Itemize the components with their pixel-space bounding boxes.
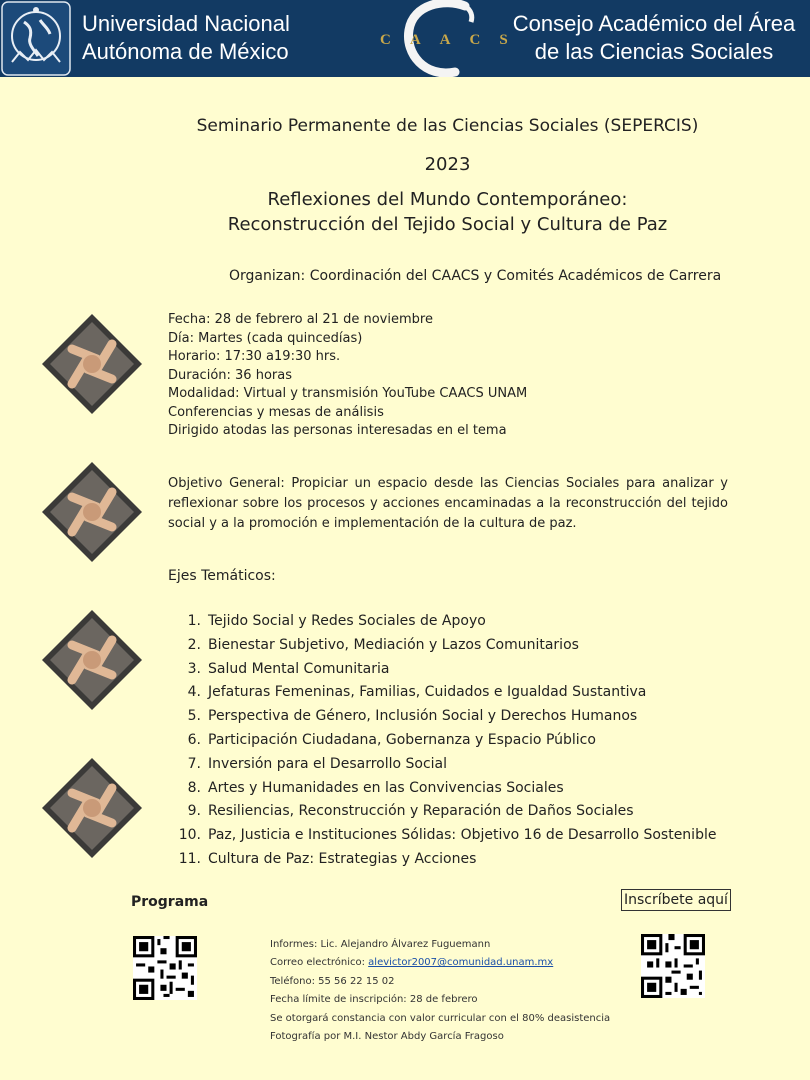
seminar-subtitle-line1: Reflexiones del Mundo Contemporáneo: bbox=[267, 189, 628, 210]
hands-diamond-icon bbox=[42, 758, 142, 858]
register-link[interactable]: Inscríbete aquí bbox=[621, 889, 731, 911]
hands-diamond-icon bbox=[42, 462, 142, 562]
caacs-name-line2: de las Ciencias Sociales bbox=[534, 39, 774, 64]
list-item: 1. Tejido Social y Redes Sociales de Apoyo bbox=[187, 613, 486, 629]
list-item: 6. Participación Ciudadana, Gobernanza y Espacio Público bbox=[187, 731, 596, 748]
list-item: 4. Jefaturas Femeninas, Familias, Cuidados e Igualdad Sustantiva bbox=[187, 684, 647, 701]
list-item: 10. Paz, Justicia e Instituciones Sólidas: Objetivo 16 de Desarrollo Sostenible bbox=[178, 827, 717, 844]
informes-text: Informes: Lic. Alejandro Álvarez Fuguemann bbox=[270, 939, 491, 950]
list-item: 2. Bienestar Subjetivo, Mediación y Lazos Comunitarios bbox=[187, 636, 579, 653]
seminar-subtitle bbox=[0, 187, 810, 237]
info-conferencias: Conferencias y mesas de análisis bbox=[168, 404, 384, 420]
list-item: 9. Resiliencias, Reconstrucción y Reparación de Daños Sociales bbox=[187, 803, 634, 820]
list-item: 11. Cultura de Paz: Estrategias y Acciones bbox=[178, 850, 477, 867]
hands-diamond-icon bbox=[42, 610, 142, 710]
seminar-title: Seminario Permanente de las Ciencias Sociales (SEPERCIS) bbox=[196, 116, 699, 136]
program-label: Programa bbox=[131, 894, 209, 910]
hands-diamond-icon bbox=[42, 314, 142, 414]
unam-name-line2: Autónoma de México bbox=[82, 39, 289, 64]
certificate-text: Se otorgará constancia con valor curricular con el 80% deasistencia bbox=[270, 1012, 611, 1024]
list-item: 5. Perspectiva de Género, Inclusión Social y Derechos Humanos bbox=[187, 708, 638, 725]
email-label: Correo electrónico: bbox=[270, 957, 369, 969]
register-qr-code-icon[interactable] bbox=[641, 934, 705, 998]
program-qr-code-icon[interactable] bbox=[133, 936, 197, 1000]
unam-name bbox=[82, 10, 290, 66]
photo-credit-text: Fotografía por M.I. Nestor Abdy García Fragoso bbox=[270, 1031, 504, 1043]
organizers: Organizan: Coordinación del CAACS y Comités Académicos de Carrera bbox=[229, 268, 722, 284]
deadline-text: Fecha límite de inscripción: 28 de febrero bbox=[270, 994, 478, 1006]
themes-list bbox=[168, 610, 716, 872]
info-modalidad: Modalidad: Virtual y transmisión YouTube CAACS UNAM bbox=[168, 386, 528, 401]
info-dirigido: Dirigido atodas las personas interesadas en el tema bbox=[168, 423, 507, 438]
info-horario: Horario: 17:30 a19:30 hrs. bbox=[168, 349, 341, 364]
general-objective: Objetivo General: Propiciar un espacio desde las Ciencias Sociales para analizar y reflexionar sobre los procesos y acciones encaminadas a la reconstrucción del tejido social y a la promoción e implementación de la cultura de paz. bbox=[168, 476, 728, 531]
list-item: 8. Artes y Humanidades en las Convivencias Sociales bbox=[187, 779, 564, 796]
info-duracion: Duración: 36 horas bbox=[168, 367, 292, 383]
themes-heading: Ejes Temáticos: bbox=[168, 568, 276, 584]
email-line bbox=[270, 954, 610, 972]
phone-text: Teléfono: 55 56 22 15 02 bbox=[270, 975, 395, 987]
seminar-year: 2023 bbox=[424, 154, 471, 175]
info-fecha: Fecha: 28 de febrero al 21 de noviembre bbox=[168, 312, 433, 327]
event-info bbox=[168, 311, 527, 441]
contact-info bbox=[270, 936, 610, 1046]
unam-seal-icon bbox=[0, 0, 72, 77]
caacs-name-line1: Consejo Académico del Área bbox=[512, 11, 796, 36]
seminar-subtitle-line2: Reconstrucción del Tejido Social y Cultura de Paz bbox=[227, 214, 668, 235]
unam-name-line1: Universidad Nacional bbox=[82, 11, 290, 36]
caacs-logo-text: CAACS bbox=[380, 32, 527, 48]
list-item: 7. Inversión para el Desarrollo Social bbox=[187, 755, 448, 772]
email-link[interactable]: alevictor2007@comunidad.unam.mx bbox=[368, 957, 554, 969]
caacs-name bbox=[504, 10, 804, 66]
info-dia: Día: Martes (cada quincedías) bbox=[168, 330, 363, 346]
list-item: 3. Salud Mental Comunitaria bbox=[187, 660, 390, 677]
header-banner bbox=[0, 0, 810, 77]
